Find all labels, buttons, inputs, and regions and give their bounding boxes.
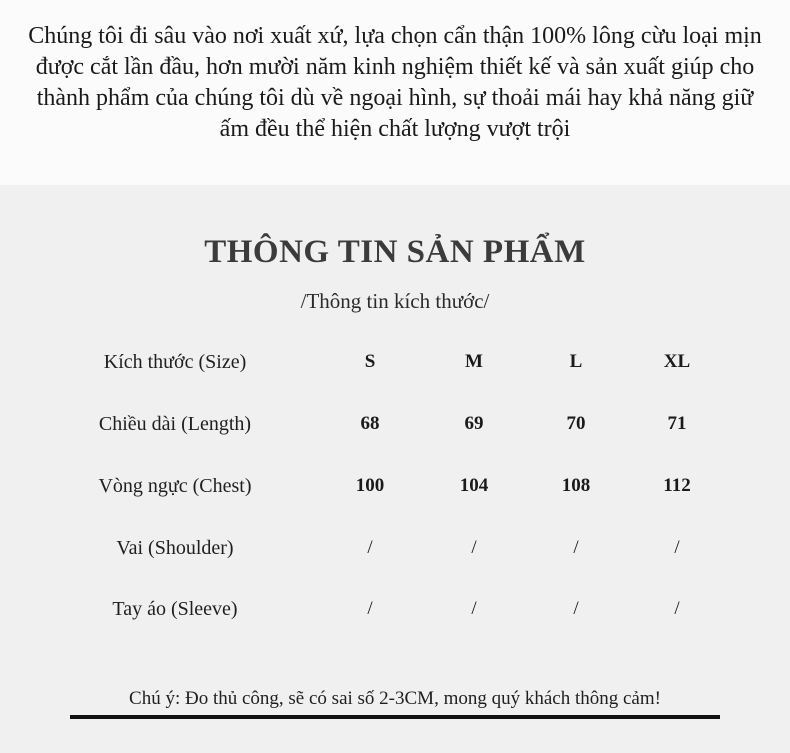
table-row-size (0, 351, 790, 381)
table-cell: L (569, 351, 583, 372)
intro-description: Chúng tôi đi sâu vào nơi xuất xứ, lựa chọn cẩn thận 100% lông cừu loại mịn được cắt lần đầu, hơn mười năm kinh nghiệm thiết kế và sản xuất giúp cho thành phẩm của chúng tôi dù về ngoại hình, sự thoải mái hay khả năng giữ ấm đều thể hiện chất lượng vượt trội (28, 23, 762, 142)
row-label: Vòng ngực (Chest) (98, 475, 252, 497)
table-cell: 71 (667, 413, 687, 434)
row-label: Kích thước (Size) (103, 351, 247, 373)
table-cell: / (471, 598, 477, 619)
table-row-shoulder (0, 537, 790, 567)
page-subtitle: /Thông tin kích thước/ (300, 289, 490, 313)
product-info-panel (0, 185, 790, 753)
table-cell: S (364, 351, 376, 372)
table-cell: / (674, 598, 680, 619)
table-cell: / (367, 537, 373, 558)
row-label: Tay áo (Sleeve) (112, 598, 238, 620)
table-cell: 104 (459, 475, 489, 496)
table-row-length (0, 413, 790, 443)
table-cell: / (367, 598, 373, 619)
measurement-note: Chú ý: Đo thủ công, sẽ có sai số 2-3CM, mong quý khách thông cảm! (129, 688, 661, 709)
table-cell: / (674, 537, 680, 558)
table-row-chest (0, 475, 790, 505)
table-cell: 100 (355, 475, 385, 496)
table-cell: XL (663, 351, 691, 372)
table-cell: 69 (464, 413, 484, 434)
row-label: Chiều dài (Length) (98, 413, 252, 435)
table-cell: / (573, 598, 579, 619)
note-underline-divider (70, 715, 720, 719)
table-cell: 68 (360, 413, 380, 434)
table-cell: 70 (566, 413, 586, 434)
table-row-sleeve (0, 598, 790, 628)
table-cell: M (465, 351, 483, 372)
row-label: Vai (Shoulder) (116, 537, 234, 559)
page-title: THÔNG TIN SẢN PHẨM (204, 234, 586, 270)
intro-section (0, 0, 790, 185)
table-cell: 112 (663, 475, 691, 496)
table-cell: / (573, 537, 579, 558)
table-cell: 108 (561, 475, 591, 496)
table-cell: / (471, 537, 477, 558)
